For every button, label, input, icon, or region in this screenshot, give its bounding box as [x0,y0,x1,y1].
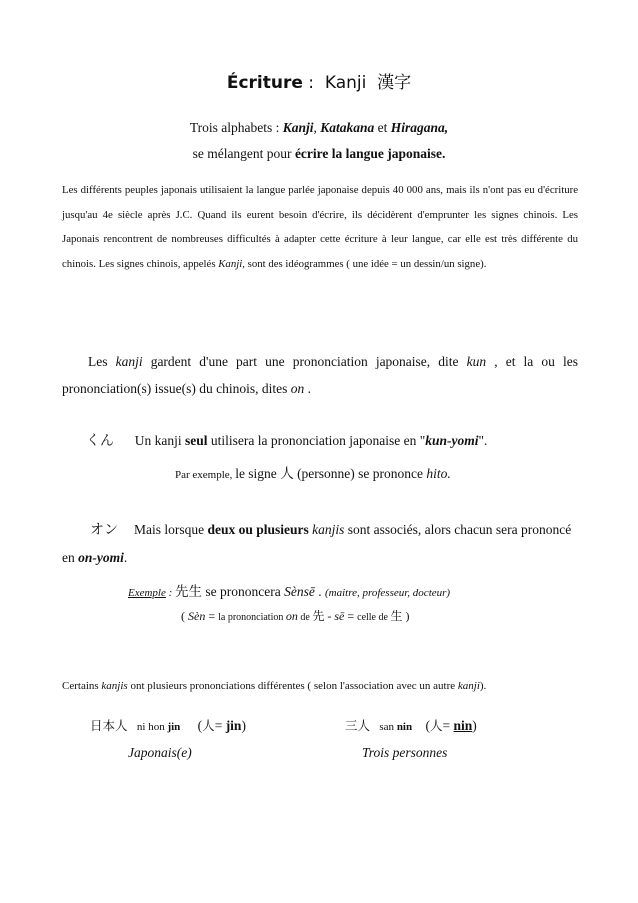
title-kanji-chars: 漢字 [377,73,412,93]
readings-text-2: gardent d'une part une prononciation japonaise, dite [142,354,467,369]
title-kanji-word: Kanji [324,73,367,93]
detail-eq-2: = [344,609,358,623]
ex2-reading-bold: nin [396,721,413,733]
readings-text-4: . [304,381,311,396]
readings-kanji: kanji [115,354,143,369]
detail-dash: - [324,609,335,623]
on-detail [181,607,409,624]
ex2-paren-close: ) [472,718,477,733]
ex1-kanji: 日本人 [90,718,128,733]
detail-open: ( [181,609,188,623]
kun-text-2: utilisera la prononciation japonaise en " [207,433,426,448]
on-text: Mais lorsque [134,522,208,537]
page-title [0,68,638,93]
on-ex-reading: Sènsē [284,584,315,599]
ex2-val: nin [453,718,473,733]
readings-text-3: , et la ou les prononciation(s) issue(s) du chinois, dites [62,354,578,396]
ex2-eq: = [442,718,454,733]
certains-text: Certains [62,680,102,692]
on-ex-label: Exemple [128,587,166,599]
certains-line [62,680,486,692]
paragraph-history [62,178,578,276]
kun-ex-text: le signe [235,466,281,481]
certains-text-3: ). [479,680,487,692]
title-word: Écriture [226,73,303,93]
detail-la: la prononciation [218,612,286,623]
ex1-k: 人 [202,718,215,733]
history-text-end: , sont des idéogrammes ( une idée = un dessin/un signe). [242,257,487,270]
on-ex-kanji: 先生 [175,584,203,600]
detail-sen: Sèn [188,609,206,623]
kun-yomi: kun-yomi [425,433,479,448]
on-paragraph [62,516,578,571]
intro-katakana: Katakana [320,120,375,135]
ex2-kanji: 三人 [345,718,371,733]
detail-de: de [297,612,313,623]
example-1 [90,716,246,734]
ex1-paren-open: ( [197,718,203,733]
ex1-paren-close: ) [241,718,246,733]
ex2-paren-open: ( [425,718,430,733]
certains-text-2: ont plusieurs prononciations différentes ( selon l'association avec un autre [127,680,458,692]
detail-close: ) [402,609,410,623]
on-yomi: on-yomi [78,550,124,565]
on-ex-colon: : [165,587,176,599]
example-2-meaning [362,745,447,761]
detail-kanji-1: 先 [312,609,325,623]
intro-text-2: se mélangent pour [192,146,295,161]
on-text-2: sont associés, alors chacun sera prononcé en [62,522,572,565]
kun-ex-text-2: (personne) se prononce [293,466,427,481]
detail-se: sē [334,609,345,623]
intro-bold: écrire la langue japonaise. [294,146,446,161]
readings-on: on [290,381,305,396]
kun-kana: くん [86,433,114,449]
intro-et: et [374,120,391,135]
readings-kun: kun [466,354,487,369]
on-ex-dot: . [314,584,326,599]
detail-celle: celle de [357,612,391,623]
ex1-meaning: Japonais(e) [128,745,192,760]
history-kanji: Kanji [218,257,243,270]
intro-comma: , [313,120,321,135]
ex1-eq: = [214,718,226,733]
ex2-meaning: Trois personnes [362,745,448,760]
detail-kanji-2: 生 [390,609,403,623]
kun-ex-kanji: 人 [280,466,294,482]
kun-example [175,462,451,482]
certains-kanjis: kanjis [101,680,128,692]
kun-text: Un kanji [134,433,185,448]
ex1-reading: ni hon [136,721,168,733]
intro-hiragana: Hiragana, [390,120,449,135]
intro-line-2 [0,146,638,162]
example-1-meaning [128,745,192,761]
intro-line-1 [0,120,638,136]
kun-seul: seul [185,433,208,448]
title-sep: : [302,73,320,93]
detail-on: on [285,609,298,623]
history-text: Les différents peuples japonais utilisaient la langue parlée japonaise depuis 40 000 ans, mais ils n'ont pas eu d'écriture jusqu'au 4e siècle après J.C. Quand ils eurent besoin d'écrire, ils décidèrent d'emprunter les signes chinois. Les Japonais rencontrent de nombreuses difficultés à adapter cette écriture à leur langue, car elle est très différente du chinois. Les signes chinois, appelés [62,184,578,270]
kun-ex-hito: hito. [426,466,451,481]
certains-kanji: kanji [457,680,480,692]
on-ex-text: se prononcera [202,584,285,599]
on-dot: . [123,550,128,565]
on-example [128,580,450,600]
ex1-val: jin [225,718,242,733]
ex1-reading-bold: jin [167,721,181,733]
readings-text: Les [88,354,116,369]
on-ex-meaning: (maitre, professeur, docteur) [325,587,451,599]
on-kana: オン [90,522,118,538]
kun-text-3: ". [478,433,488,448]
ex2-k: 人 [429,718,443,733]
kun-ex-label: Par exemple, [175,469,236,481]
intro-text: Trois alphabets : [189,120,283,135]
detail-eq: = [205,609,219,623]
intro-kanji: Kanji [282,120,314,135]
on-bold: deux ou plusieurs [207,522,309,537]
example-2 [345,716,477,734]
kun-line [86,430,487,450]
ex2-reading: san [379,721,397,733]
paragraph-readings [62,348,578,402]
on-kanjis: kanjis [312,522,345,537]
